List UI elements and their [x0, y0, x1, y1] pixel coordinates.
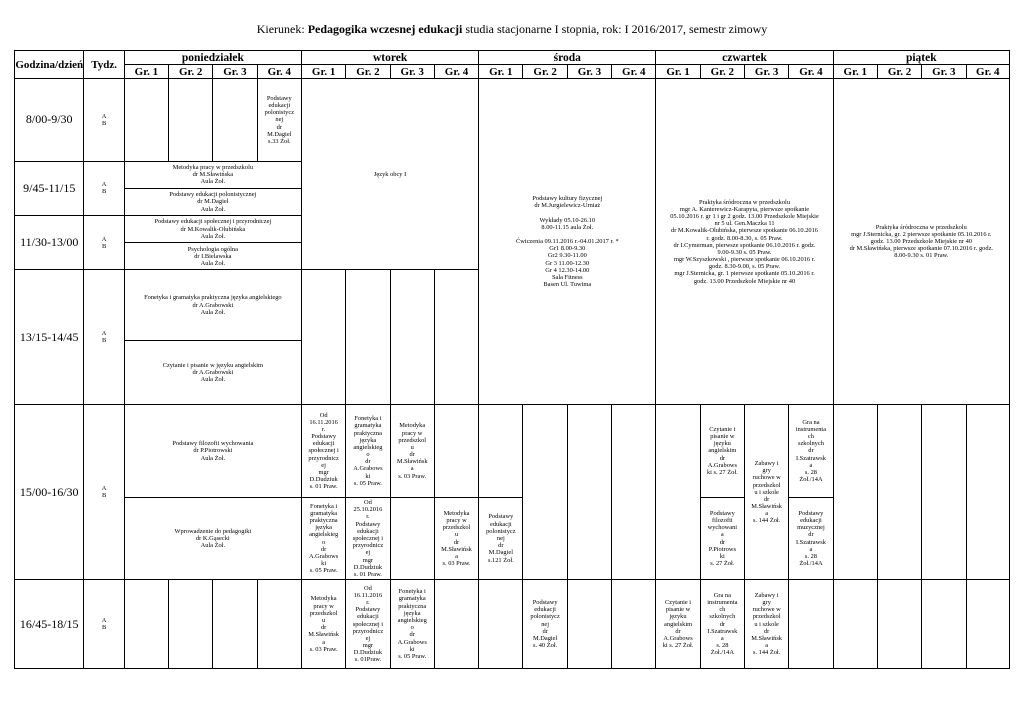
group-header: Gr. 2	[700, 65, 744, 79]
class-cell: Podstawy edukacji polonistycz nej dr M.Dagiel s.121 Żoł.	[479, 497, 523, 580]
group-header: Gr. 1	[124, 65, 168, 79]
group-header: Gr. 4	[434, 65, 478, 79]
empty-cell	[612, 580, 656, 669]
class-cell: Metodyka pracy w przedszkol u dr M.Sławińsk a s. 03 Praw.	[301, 580, 345, 669]
empty-cell	[479, 405, 523, 498]
class-cell: Metodyka pracy w przedszkolu dr M.Sławińska Aula Żoł.	[124, 161, 301, 188]
empty-cell	[213, 580, 257, 669]
empty-cell	[966, 580, 1010, 669]
empty-cell	[922, 405, 966, 580]
header-godzina: Godzina/dzień	[15, 51, 84, 79]
class-cell: Fonetyka i gramatyka praktyczna języka angielskieg o dr A.Grabows ki s. 05 Praw.	[301, 497, 345, 580]
empty-cell	[567, 580, 611, 669]
class-cell: Praktyka śródroczna w przedszkolu mgr J.Sternicka, gr. 2 pierwsze spotkanie 05.10.2016 r. godz. 13.00 Przedszkole Miejskie nr 40 dr M.Sławińska, pierwsze spotkanie 07.10.2016 r. godz. 8.00-9.30 s. 01 Praw.	[833, 79, 1009, 405]
day-tuesday: wtorek	[301, 51, 478, 65]
title-field: Pedagogika wczesnej edukacji	[307, 22, 463, 36]
empty-cell	[390, 270, 434, 405]
empty-cell	[213, 79, 257, 162]
class-cell: Metodyka pracy w przedszkol u dr M.Sławińsk a s. 03 Praw.	[434, 497, 478, 580]
class-cell: Zabawy i gry ruchowe w przedszkol u i szkole dr M.Sławińsk a s. 144 Żoł.	[745, 405, 789, 580]
class-cell: Od 16.11.2016 r. Podstawy edukacji społecznej i przyrodnicz ej mgr D.Dudziuk s. 01Praw.	[346, 580, 390, 669]
class-cell: Wprowadzenie do pedagogiki dr K.Gąsecki Aula Żoł.	[124, 497, 301, 580]
empty-cell	[612, 405, 656, 580]
group-header: Gr. 2	[523, 65, 567, 79]
class-cell: Metodyka pracy w przedszkol u dr M.Sławińsk a s. 03 Praw.	[390, 405, 434, 498]
class-cell: Podstawy edukacji polonistycz nej dr M.Dagiel s.33 Żoł.	[257, 79, 301, 162]
group-header: Gr. 1	[479, 65, 523, 79]
class-cell: Podstawy filozofii wychowani a dr P.Piotrows ki s. 27 Żoł.	[700, 497, 744, 580]
empty-cell	[124, 79, 168, 162]
group-header: Gr. 1	[301, 65, 345, 79]
time-slot: 13/15-14/45	[15, 270, 84, 405]
empty-cell	[169, 79, 213, 162]
class-cell: Czytanie i pisanie w języku angielskim dr A.Grabows ki s. 27 Żoł.	[656, 580, 700, 669]
empty-cell	[434, 405, 478, 498]
empty-cell	[523, 405, 567, 580]
empty-cell	[434, 270, 478, 405]
empty-cell	[346, 270, 390, 405]
schedule-title	[0, 22, 1024, 37]
empty-cell	[966, 405, 1010, 580]
class-cell: Podstawy edukacji polonistycz nej dr M.Dagiel s. 40 Żoł.	[523, 580, 567, 669]
time-slot: 16/45-18/15	[15, 580, 84, 669]
group-header: Gr. 3	[745, 65, 789, 79]
group-header: Gr. 3	[213, 65, 257, 79]
class-cell: Od 25.10.2016 r. Podstawy edukacji społecznej i przyrodnicz ej mgr D.Dudziuk s. 01 Praw.	[346, 497, 390, 580]
group-header: Gr. 4	[257, 65, 301, 79]
group-header: Gr. 4	[789, 65, 833, 79]
day-friday: piątek	[833, 51, 1009, 65]
week-ab: A B	[84, 270, 124, 405]
empty-cell	[567, 405, 611, 580]
title-prefix: Kierunek:	[256, 22, 308, 36]
class-cell: Język obcy I	[301, 79, 478, 270]
empty-cell	[124, 580, 168, 669]
group-header: Gr. 3	[390, 65, 434, 79]
time-slot: 11/30-13/00	[15, 216, 84, 270]
header-tydz: Tydz.	[84, 51, 124, 79]
day-wednesday: środa	[479, 51, 656, 65]
group-header: Gr. 4	[966, 65, 1010, 79]
title-suffix: studia stacjonarne I stopnia, rok: I 2016/2017, semestr zimowy	[462, 22, 768, 36]
week-ab: A B	[84, 79, 124, 162]
group-header: Gr. 2	[346, 65, 390, 79]
class-cell: Psychologia ogólna dr I.Bielawska Aula Żoł.	[124, 243, 301, 270]
group-header: Gr. 4	[612, 65, 656, 79]
class-cell: Gra na instrumenta ch szkolnych dr I.Szatrawsk a s. 28 Żoł./14A	[789, 405, 833, 498]
group-header: Gr. 3	[922, 65, 966, 79]
class-cell: Fonetyka i gramatyka praktyczna języka angielskiego dr A.Grabowski Aula Żoł.	[124, 270, 301, 340]
empty-cell	[257, 580, 301, 669]
class-cell: Fonetyka i gramatyka praktyczna języka angielskieg o dr A.Grabows ki s. 05 Praw.	[390, 580, 434, 669]
empty-cell	[434, 580, 478, 669]
class-cell: Zabawy i gry ruchowe w przedszkol u i szkole dr M.Sławińsk a s. 144 Żoł.	[745, 580, 789, 669]
group-header: Gr. 3	[567, 65, 611, 79]
time-slot: 15/00-16/30	[15, 405, 84, 580]
class-cell: Podstawy filozofii wychowania dr P.Piotrowski Aula Żoł.	[124, 405, 301, 498]
empty-cell	[301, 270, 345, 405]
week-ab: A B	[84, 580, 124, 669]
group-header: Gr. 1	[656, 65, 700, 79]
week-ab: A B	[84, 405, 124, 580]
day-thursday: czwartek	[656, 51, 833, 65]
class-cell: Podstawy edukacji społecznej i przyrodniczej dr M.Kowalik-Olubińska Aula Żoł.	[124, 216, 301, 243]
empty-cell	[479, 580, 523, 669]
empty-cell	[833, 405, 877, 580]
class-cell: Czytanie i pisanie w języku angielskim dr A.Grabows ki s. 27 Żoł.	[700, 405, 744, 498]
empty-cell	[390, 497, 434, 580]
day-monday: poniedziałek	[124, 51, 301, 65]
empty-cell	[169, 580, 213, 669]
group-header: Gr. 2	[169, 65, 213, 79]
class-cell: Podstawy edukacji muzycznej dr I.Szatrawsk a s. 28 Żoł./14A	[789, 497, 833, 580]
class-cell: Gra na instrumenta ch szkolnych dr I.Szatrawsk a s. 28 Żoł./14A	[700, 580, 744, 669]
empty-cell	[656, 405, 700, 580]
time-slot: 9/45-11/15	[15, 161, 84, 215]
class-cell: Podstawy kultury fizycznej dr M.Jurgielewicz-Urniaż Wykłady 05.10-26.10 8.00-11.15 aula Żoł. Ćwiczenia 09.11.2016 r.-04.01.2017 r. * Gr1 8.00-9.30 Gr2 9.30-11.00 Gr 3 11.00-12.30 Gr 4 12.30-14.00 Sala Fitness Basen Ul. Tuwima	[479, 79, 656, 405]
empty-cell	[877, 580, 921, 669]
empty-cell	[789, 580, 833, 669]
group-header: Gr. 2	[877, 65, 921, 79]
week-ab: A B	[84, 161, 124, 215]
class-cell: Praktyka śródroczna w przedszkolu mgr A. Kanterewicz-Karapyta, pierwsze spotkanie 05.10.2016 r. gr 1 i gr 2 godz. 13.00 Przedszkole Miejskie nr 5 ul. Gen.Maczka 11 dr M.Kowalik-Olubińska, pierwsze spotkanie 06.10.2016 r. godz. 8.00-8.30, s. 05 Praw. dr I.Cymerman, pierwsze spotkanie 06.10.2016 r. godz. 9.00-9.30 s. 05 Praw. mgr W.Szyszkowski , pierwsze spotkanie 06.10.2016 r. godz. 8.30-9.00, s. 05 Praw. mgr J.Sternicka, gr. 1 pierwsze spotkanie 05.10.2016 r. godz. 13.00 Przedszkole Miejskie nr 40	[656, 79, 833, 405]
week-ab: A B	[84, 216, 124, 270]
empty-cell	[922, 580, 966, 669]
time-slot: 8/00-9/30	[15, 79, 84, 162]
empty-cell	[833, 580, 877, 669]
group-header: Gr. 1	[833, 65, 877, 79]
class-cell: Podstawy edukacji polonistycznej dr M.Dagiel Aula Żoł.	[124, 188, 301, 215]
empty-cell	[877, 405, 921, 580]
schedule-table	[14, 50, 1010, 669]
class-cell: Czytanie i pisanie w języku angielskim dr A.Grabowski Aula Żoł.	[124, 340, 301, 404]
class-cell: Fonetyka i gramatyka praktyczna języka angielskieg o dr A.Grabows ki s. 05 Praw.	[346, 405, 390, 498]
class-cell: Od 16.11.2016 r. Podstawy edukacji społecznej i przyrodnicz ej mgr D.Dudziuk s. 01 Praw.	[301, 405, 345, 498]
